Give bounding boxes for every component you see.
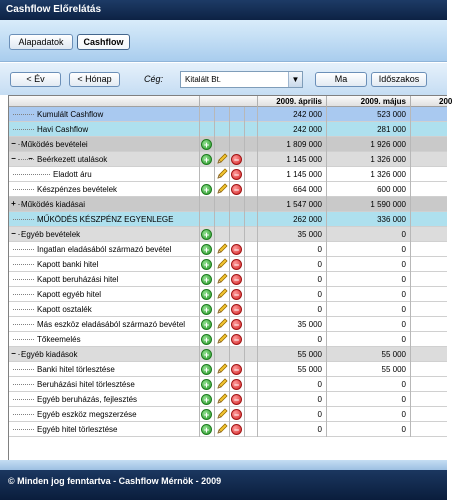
value-cell-april[interactable]: 1 809 000 bbox=[286, 140, 322, 149]
collapse-icon[interactable]: − bbox=[28, 154, 33, 163]
column-divider bbox=[244, 137, 245, 152]
column-divider bbox=[244, 362, 245, 377]
value-cell-next[interactable] bbox=[410, 287, 448, 302]
value-cell-april[interactable]: 0 bbox=[317, 410, 322, 419]
column-divider bbox=[244, 167, 245, 182]
column-divider bbox=[244, 212, 245, 227]
table-row[interactable] bbox=[9, 377, 447, 392]
column-divider bbox=[229, 302, 230, 317]
value-cell-may[interactable]: 1 926 000 bbox=[370, 140, 406, 149]
plus-circle-icon[interactable]: + bbox=[201, 154, 212, 165]
value-cell-april[interactable]: 0 bbox=[317, 380, 322, 389]
column-divider bbox=[199, 167, 200, 182]
column-divider bbox=[214, 212, 215, 227]
grid-header bbox=[9, 96, 453, 107]
minus-circle-icon[interactable]: − bbox=[231, 409, 242, 420]
row-label: Egyéb eszköz megszerzése bbox=[37, 410, 137, 419]
value-cell-may[interactable]: 0 bbox=[401, 305, 406, 314]
row-label: Egyéb hitel törlesztése bbox=[37, 425, 118, 434]
column-divider bbox=[199, 317, 200, 332]
tree-connector bbox=[13, 309, 34, 310]
column-header-may: 2009. május bbox=[326, 96, 410, 107]
column-divider bbox=[199, 302, 200, 317]
column-divider bbox=[244, 257, 245, 272]
row-label: Készpénzes bevételek bbox=[37, 185, 118, 194]
column-divider bbox=[229, 107, 230, 122]
row-label: Ingatlan eladásából származó bevétel bbox=[37, 245, 172, 254]
chevron-down-icon[interactable]: ▼ bbox=[288, 72, 302, 87]
column-divider bbox=[214, 122, 215, 137]
value-cell-april[interactable]: 0 bbox=[317, 395, 322, 404]
alapadatok-button[interactable]: Alapadatok bbox=[9, 34, 73, 50]
cashflow-grid bbox=[8, 95, 453, 460]
column-divider bbox=[214, 317, 215, 332]
plus-circle-icon[interactable]: + bbox=[201, 334, 212, 345]
column-divider bbox=[199, 407, 200, 422]
column-divider bbox=[199, 182, 200, 197]
company-label: Cég: bbox=[144, 74, 164, 84]
value-cell-april[interactable]: 242 000 bbox=[293, 110, 322, 119]
plus-circle-icon[interactable]: + bbox=[201, 184, 212, 195]
value-cell-may[interactable]: 1 326 000 bbox=[370, 155, 406, 164]
column-divider bbox=[199, 152, 200, 167]
company-select[interactable] bbox=[180, 71, 303, 88]
column-divider bbox=[244, 377, 245, 392]
column-divider bbox=[214, 302, 215, 317]
column-divider bbox=[229, 407, 230, 422]
value-cell-next[interactable] bbox=[410, 317, 448, 332]
minus-circle-icon[interactable]: − bbox=[231, 379, 242, 390]
value-cell-next[interactable] bbox=[410, 407, 448, 422]
value-cell-next[interactable] bbox=[410, 392, 448, 407]
column-divider bbox=[244, 242, 245, 257]
value-cell-april[interactable]: 1 145 000 bbox=[286, 170, 322, 179]
row-label: Kumulált Cashflow bbox=[37, 110, 104, 119]
column-divider bbox=[229, 422, 230, 437]
value-cell-april[interactable]: 0 bbox=[317, 275, 322, 284]
filter-bar bbox=[0, 63, 447, 95]
plus-circle-icon[interactable]: + bbox=[201, 379, 212, 390]
prev-month-button[interactable]: < Hónap bbox=[69, 72, 120, 87]
column-divider bbox=[244, 182, 245, 197]
pencil-icon[interactable] bbox=[216, 393, 228, 405]
row-label: Beérkezett utalások bbox=[37, 155, 108, 164]
tree-connector bbox=[13, 339, 34, 340]
plus-circle-icon[interactable]: + bbox=[201, 409, 212, 420]
value-cell-may[interactable]: 0 bbox=[401, 425, 406, 434]
today-button[interactable]: Ma bbox=[315, 72, 367, 87]
header-label-column bbox=[9, 96, 199, 107]
column-divider bbox=[244, 287, 245, 302]
column-divider bbox=[244, 302, 245, 317]
column-divider bbox=[229, 182, 230, 197]
table-row[interactable] bbox=[9, 302, 447, 317]
pencil-icon[interactable] bbox=[216, 243, 228, 255]
table-row[interactable] bbox=[9, 332, 447, 347]
column-divider bbox=[229, 227, 230, 242]
column-divider bbox=[199, 377, 200, 392]
bottom-separator bbox=[0, 460, 447, 470]
plus-circle-icon[interactable]: + bbox=[201, 319, 212, 330]
table-row[interactable] bbox=[9, 107, 447, 122]
column-divider bbox=[199, 392, 200, 407]
column-divider bbox=[214, 422, 215, 437]
company-select-value: Kitalált Bt. bbox=[185, 75, 222, 84]
column-divider bbox=[199, 272, 200, 287]
column-divider bbox=[229, 257, 230, 272]
main-toolbar bbox=[0, 20, 447, 62]
value-cell-april[interactable]: 0 bbox=[317, 425, 322, 434]
tree-connector bbox=[13, 429, 34, 430]
tree-connector bbox=[13, 324, 34, 325]
column-divider bbox=[229, 362, 230, 377]
header-actions-column bbox=[199, 96, 257, 107]
value-cell-may[interactable]: 0 bbox=[401, 395, 406, 404]
value-cell-april[interactable]: 35 000 bbox=[297, 320, 322, 329]
column-divider bbox=[214, 137, 215, 152]
expand-icon[interactable]: + bbox=[11, 199, 16, 208]
column-divider bbox=[214, 152, 215, 167]
column-divider bbox=[214, 362, 215, 377]
column-divider bbox=[229, 317, 230, 332]
row-label: Banki hitel törlesztése bbox=[37, 365, 115, 374]
tree-connector bbox=[13, 129, 34, 130]
column-divider bbox=[199, 332, 200, 347]
tree-connector bbox=[13, 279, 34, 280]
plus-circle-icon[interactable]: + bbox=[201, 424, 212, 435]
value-cell-may[interactable]: 0 bbox=[401, 410, 406, 419]
column-divider bbox=[214, 197, 215, 212]
row-label: Egyéb kiadások bbox=[21, 350, 78, 359]
value-cell-may[interactable]: 1 590 000 bbox=[370, 200, 406, 209]
minus-circle-icon[interactable]: − bbox=[231, 154, 242, 165]
pencil-icon[interactable] bbox=[216, 333, 228, 345]
value-cell-may[interactable]: 0 bbox=[401, 335, 406, 344]
tree-connector bbox=[13, 294, 34, 295]
value-cell-next[interactable] bbox=[410, 227, 448, 242]
value-cell-next[interactable] bbox=[410, 137, 448, 152]
collapse-icon[interactable]: − bbox=[11, 139, 16, 148]
plus-circle-icon[interactable]: + bbox=[201, 229, 212, 240]
column-divider bbox=[214, 377, 215, 392]
value-cell-next[interactable] bbox=[410, 272, 448, 287]
value-cell-april[interactable]: 0 bbox=[317, 335, 322, 344]
column-divider bbox=[199, 107, 200, 122]
value-cell-next[interactable] bbox=[410, 107, 448, 122]
column-divider bbox=[214, 167, 215, 182]
row-label: Tőkeemelés bbox=[37, 335, 81, 344]
column-divider bbox=[244, 152, 245, 167]
pencil-icon[interactable] bbox=[216, 273, 228, 285]
table-row[interactable] bbox=[9, 122, 447, 137]
value-cell-may[interactable]: 0 bbox=[401, 245, 406, 254]
table-row[interactable] bbox=[9, 392, 447, 407]
row-label: Havi Cashflow bbox=[37, 125, 89, 134]
column-divider bbox=[244, 407, 245, 422]
row-label: Kapott beruházási hitel bbox=[37, 275, 119, 284]
column-divider bbox=[244, 332, 245, 347]
collapse-icon[interactable]: − bbox=[11, 349, 16, 358]
row-label: Egyéb bevételek bbox=[21, 230, 81, 239]
row-label: Egyéb beruházás, fejlesztés bbox=[37, 395, 138, 404]
column-divider bbox=[229, 122, 230, 137]
value-cell-april[interactable]: 0 bbox=[317, 305, 322, 314]
row-label: Működés bevételei bbox=[21, 140, 88, 149]
minus-circle-icon[interactable]: − bbox=[231, 169, 242, 180]
tree-connector bbox=[13, 219, 34, 220]
tree-connector bbox=[13, 174, 50, 175]
value-cell-may[interactable]: 336 000 bbox=[377, 215, 406, 224]
table-row[interactable] bbox=[9, 152, 447, 167]
value-cell-next[interactable] bbox=[410, 242, 448, 257]
minus-circle-icon[interactable]: − bbox=[231, 319, 242, 330]
row-label: Működés kiadásai bbox=[21, 200, 86, 209]
column-divider bbox=[214, 242, 215, 257]
column-divider bbox=[199, 242, 200, 257]
value-cell-april[interactable]: 0 bbox=[317, 245, 322, 254]
pencil-icon[interactable] bbox=[216, 153, 228, 165]
table-row[interactable] bbox=[9, 137, 447, 152]
minus-circle-icon[interactable]: − bbox=[231, 289, 242, 300]
plus-circle-icon[interactable]: + bbox=[201, 394, 212, 405]
column-divider bbox=[244, 107, 245, 122]
column-divider bbox=[244, 347, 245, 362]
tree-connector bbox=[13, 384, 34, 385]
value-cell-april[interactable]: 35 000 bbox=[297, 230, 322, 239]
table-row[interactable] bbox=[9, 287, 447, 302]
minus-circle-icon[interactable]: − bbox=[231, 259, 242, 270]
minus-circle-icon[interactable]: − bbox=[231, 184, 242, 195]
value-cell-april[interactable]: 1 547 000 bbox=[286, 200, 322, 209]
tree-connector bbox=[13, 264, 34, 265]
column-divider bbox=[244, 197, 245, 212]
pencil-icon[interactable] bbox=[216, 168, 228, 180]
column-divider bbox=[229, 287, 230, 302]
column-divider bbox=[229, 167, 230, 182]
column-divider bbox=[244, 227, 245, 242]
column-divider bbox=[199, 137, 200, 152]
collapse-icon[interactable]: − bbox=[11, 229, 16, 238]
plus-circle-icon[interactable]: + bbox=[201, 349, 212, 360]
value-cell-may[interactable]: 1 326 000 bbox=[370, 170, 406, 179]
row-label: Kapott osztalék bbox=[37, 305, 92, 314]
column-divider bbox=[229, 152, 230, 167]
column-divider bbox=[214, 227, 215, 242]
row-label: Más eszköz eladásából származó bevétel bbox=[37, 320, 186, 329]
column-divider bbox=[244, 422, 245, 437]
row-label: Eladott áru bbox=[53, 170, 92, 179]
column-divider bbox=[244, 392, 245, 407]
table-row[interactable] bbox=[9, 422, 447, 437]
value-cell-april[interactable]: 664 000 bbox=[293, 185, 322, 194]
pencil-icon[interactable] bbox=[216, 378, 228, 390]
value-cell-next[interactable] bbox=[410, 257, 448, 272]
value-cell-next[interactable] bbox=[410, 347, 448, 362]
column-divider bbox=[214, 257, 215, 272]
table-row[interactable] bbox=[9, 317, 447, 332]
collapse-icon[interactable]: − bbox=[11, 154, 16, 163]
column-divider bbox=[229, 242, 230, 257]
table-row[interactable] bbox=[9, 242, 447, 257]
plus-circle-icon[interactable]: + bbox=[201, 274, 212, 285]
value-cell-may[interactable]: 600 000 bbox=[377, 185, 406, 194]
value-cell-may[interactable]: 0 bbox=[401, 260, 406, 269]
table-row[interactable] bbox=[9, 182, 447, 197]
pencil-icon[interactable] bbox=[216, 258, 228, 270]
column-divider bbox=[199, 362, 200, 377]
value-cell-may[interactable]: 0 bbox=[401, 320, 406, 329]
column-divider bbox=[229, 377, 230, 392]
tree-connector bbox=[13, 189, 34, 190]
tree-connector bbox=[13, 249, 34, 250]
column-divider bbox=[199, 212, 200, 227]
status-bar: © Minden jog fenntartva - Cashflow Mérnök - 2009 bbox=[0, 470, 447, 500]
value-cell-may[interactable]: 281 000 bbox=[377, 125, 406, 134]
column-divider bbox=[244, 272, 245, 287]
column-divider bbox=[229, 347, 230, 362]
value-cell-april[interactable]: 0 bbox=[317, 260, 322, 269]
column-divider bbox=[229, 137, 230, 152]
periodic-button[interactable]: Időszakos bbox=[371, 72, 427, 87]
column-divider bbox=[214, 182, 215, 197]
column-divider bbox=[214, 407, 215, 422]
pencil-icon[interactable] bbox=[216, 423, 228, 435]
value-cell-next[interactable] bbox=[410, 122, 448, 137]
column-divider bbox=[199, 347, 200, 362]
row-label: Kapott banki hitel bbox=[37, 260, 99, 269]
column-divider bbox=[199, 422, 200, 437]
column-divider bbox=[229, 212, 230, 227]
value-cell-april[interactable]: 262 000 bbox=[293, 215, 322, 224]
prev-year-button[interactable]: < Év bbox=[10, 72, 61, 87]
column-divider bbox=[229, 272, 230, 287]
grid-body bbox=[9, 107, 447, 437]
value-cell-next[interactable] bbox=[410, 182, 448, 197]
table-row[interactable] bbox=[9, 272, 447, 287]
column-divider bbox=[199, 287, 200, 302]
row-label: Beruházási hitel törlesztése bbox=[37, 380, 135, 389]
minus-circle-icon[interactable]: − bbox=[231, 304, 242, 315]
column-divider bbox=[244, 317, 245, 332]
column-divider bbox=[214, 392, 215, 407]
table-row[interactable] bbox=[9, 362, 447, 377]
value-cell-next[interactable] bbox=[410, 422, 448, 437]
column-divider bbox=[244, 122, 245, 137]
pencil-icon[interactable] bbox=[216, 363, 228, 375]
table-row[interactable] bbox=[9, 197, 447, 212]
tree-connector bbox=[13, 414, 34, 415]
column-divider bbox=[214, 332, 215, 347]
table-row[interactable] bbox=[9, 212, 447, 227]
plus-circle-icon[interactable]: + bbox=[201, 364, 212, 375]
table-row[interactable] bbox=[9, 407, 447, 422]
column-divider bbox=[214, 287, 215, 302]
plus-circle-icon[interactable]: + bbox=[201, 139, 212, 150]
value-cell-next[interactable] bbox=[410, 302, 448, 317]
value-cell-next[interactable] bbox=[410, 212, 448, 227]
minus-circle-icon[interactable]: − bbox=[231, 394, 242, 405]
value-cell-next[interactable] bbox=[410, 197, 448, 212]
value-cell-may[interactable]: 55 000 bbox=[381, 350, 406, 359]
minus-circle-icon[interactable]: − bbox=[231, 334, 242, 345]
column-divider bbox=[229, 392, 230, 407]
column-divider bbox=[199, 122, 200, 137]
value-cell-may[interactable]: 0 bbox=[401, 275, 406, 284]
table-row[interactable] bbox=[9, 347, 447, 362]
pencil-icon[interactable] bbox=[216, 303, 228, 315]
minus-circle-icon[interactable]: − bbox=[231, 274, 242, 285]
plus-circle-icon[interactable]: + bbox=[201, 304, 212, 315]
row-label: MŰKÖDÉS KÉSZPÉNZ EGYENLEGE bbox=[37, 215, 174, 224]
value-cell-next[interactable] bbox=[410, 167, 448, 182]
pencil-icon[interactable] bbox=[216, 288, 228, 300]
column-divider bbox=[214, 272, 215, 287]
column-divider bbox=[199, 257, 200, 272]
column-header-april: 2009. április bbox=[257, 96, 326, 107]
column-divider bbox=[229, 332, 230, 347]
pencil-icon[interactable] bbox=[216, 318, 228, 330]
value-cell-may[interactable]: 0 bbox=[401, 290, 406, 299]
plus-circle-icon[interactable]: + bbox=[201, 259, 212, 270]
table-row[interactable] bbox=[9, 167, 447, 182]
value-cell-may[interactable]: 523 000 bbox=[377, 110, 406, 119]
column-divider bbox=[199, 197, 200, 212]
cashflow-button[interactable]: Cashflow bbox=[77, 34, 130, 50]
table-row[interactable] bbox=[9, 227, 447, 242]
plus-circle-icon[interactable]: + bbox=[201, 289, 212, 300]
value-cell-april[interactable]: 55 000 bbox=[297, 350, 322, 359]
value-cell-april[interactable]: 1 145 000 bbox=[286, 155, 322, 164]
minus-circle-icon[interactable]: − bbox=[231, 364, 242, 375]
value-cell-next[interactable] bbox=[410, 332, 448, 347]
column-header-next: 200 bbox=[410, 96, 470, 107]
value-cell-next[interactable] bbox=[410, 152, 448, 167]
minus-circle-icon[interactable]: − bbox=[231, 424, 242, 435]
value-cell-may[interactable]: 0 bbox=[401, 230, 406, 239]
tree-connector bbox=[13, 399, 34, 400]
column-divider bbox=[199, 227, 200, 242]
column-divider bbox=[214, 347, 215, 362]
value-cell-april[interactable]: 0 bbox=[317, 290, 322, 299]
value-cell-april[interactable]: 55 000 bbox=[297, 365, 322, 374]
value-cell-may[interactable]: 55 000 bbox=[381, 365, 406, 374]
tree-connector bbox=[13, 369, 34, 370]
window-title: Cashflow Előrelátás bbox=[0, 0, 447, 20]
value-cell-april[interactable]: 242 000 bbox=[293, 125, 322, 134]
minus-circle-icon[interactable]: − bbox=[231, 244, 242, 255]
pencil-icon[interactable] bbox=[216, 408, 228, 420]
value-cell-next[interactable] bbox=[410, 362, 448, 377]
value-cell-next[interactable] bbox=[410, 377, 448, 392]
column-divider bbox=[214, 107, 215, 122]
column-divider bbox=[229, 197, 230, 212]
pencil-icon[interactable] bbox=[216, 183, 228, 195]
plus-circle-icon[interactable]: + bbox=[201, 244, 212, 255]
value-cell-may[interactable]: 0 bbox=[401, 380, 406, 389]
table-row[interactable] bbox=[9, 257, 447, 272]
tree-connector bbox=[13, 114, 34, 115]
row-label: Kapott egyéb hitel bbox=[37, 290, 102, 299]
